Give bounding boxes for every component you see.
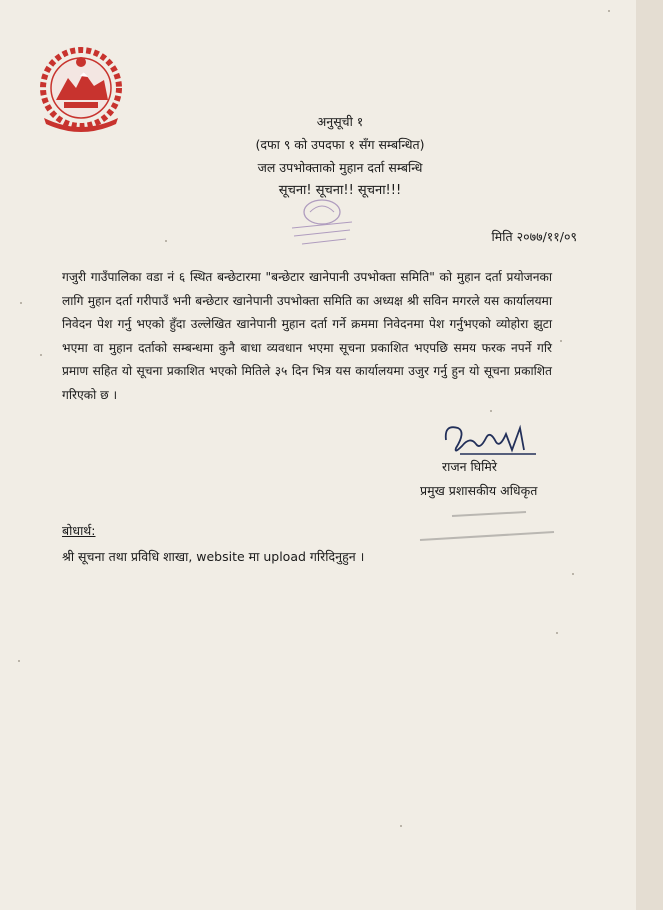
speck — [40, 354, 42, 356]
speck — [608, 10, 610, 12]
cc-recipient-line: श्री सूचना तथा प्रविधि शाखा, website मा upload गरिदिनुहुन । — [62, 549, 365, 564]
header-line-section: (दफा ९ को उपदफा १ सँग सम्बन्धित) — [255, 137, 425, 152]
paper-edge — [636, 0, 663, 910]
speck — [400, 825, 402, 827]
notice-body: गजुरी गाउँपालिका वडा नं ६ स्थित बन्छेटारमा "बन्छेटार खानेपानी उपभोक्ता समिति" को मुहान दर्ता प्रयोजनका लागि मुहान दर्ता गरीपाउँ भनी बन्छेटार खानेपानी उपभोक्ता समिति का अध्यक्ष श्री सविन मगरले यस कार्यालयमा निवेदन पेश गर्नु भएको हुँदा उल्लेखित खानेपानी मुहान दर्ता गर्ने क्रममा निवेदनमा पेश गर्नुभएको व्योहोरा झुटा भएमा वा मुहान दर्ताको सम्बन्धमा कुनै बाधा व्यवधान भएमा सूचना प्रकाशित भएपछि समय फरक नपर्ने गरि प्रमाण सहित यो सूचना प्रकाशित भएको मितिले ३५ दिन भित्र यस कार्यालयमा उजुर गर्नु हुन यो सूचना प्रकाशित गरिएको छ । — [62, 270, 552, 402]
header-line-subject: जल उपभोक्ताको मुहान दर्ता सम्बन्धि — [257, 160, 423, 175]
speck — [556, 632, 558, 634]
nepal-emblem-icon — [34, 44, 128, 136]
speck — [18, 660, 20, 662]
speck — [165, 240, 167, 242]
name-stamp-icon — [414, 504, 564, 548]
office-seal-stamp-icon — [282, 182, 362, 252]
speck — [490, 410, 492, 412]
notice-date: मिति २०७७/११/०९ — [491, 229, 577, 244]
signatory-name: राजन घिमिरे — [442, 459, 497, 474]
speck — [20, 302, 22, 304]
speck — [560, 340, 562, 342]
cc-label: बोधार्थ: — [62, 523, 96, 538]
signatory-title: प्रमुख प्रशासकीय अधिकृत — [420, 483, 538, 498]
handwritten-signature-icon — [440, 420, 540, 460]
header-line-annexure: अनुसूची १ — [316, 114, 364, 129]
speck — [572, 573, 574, 575]
header-line-notice: सूचना! सूचना!! सूचना!!! — [278, 183, 402, 198]
